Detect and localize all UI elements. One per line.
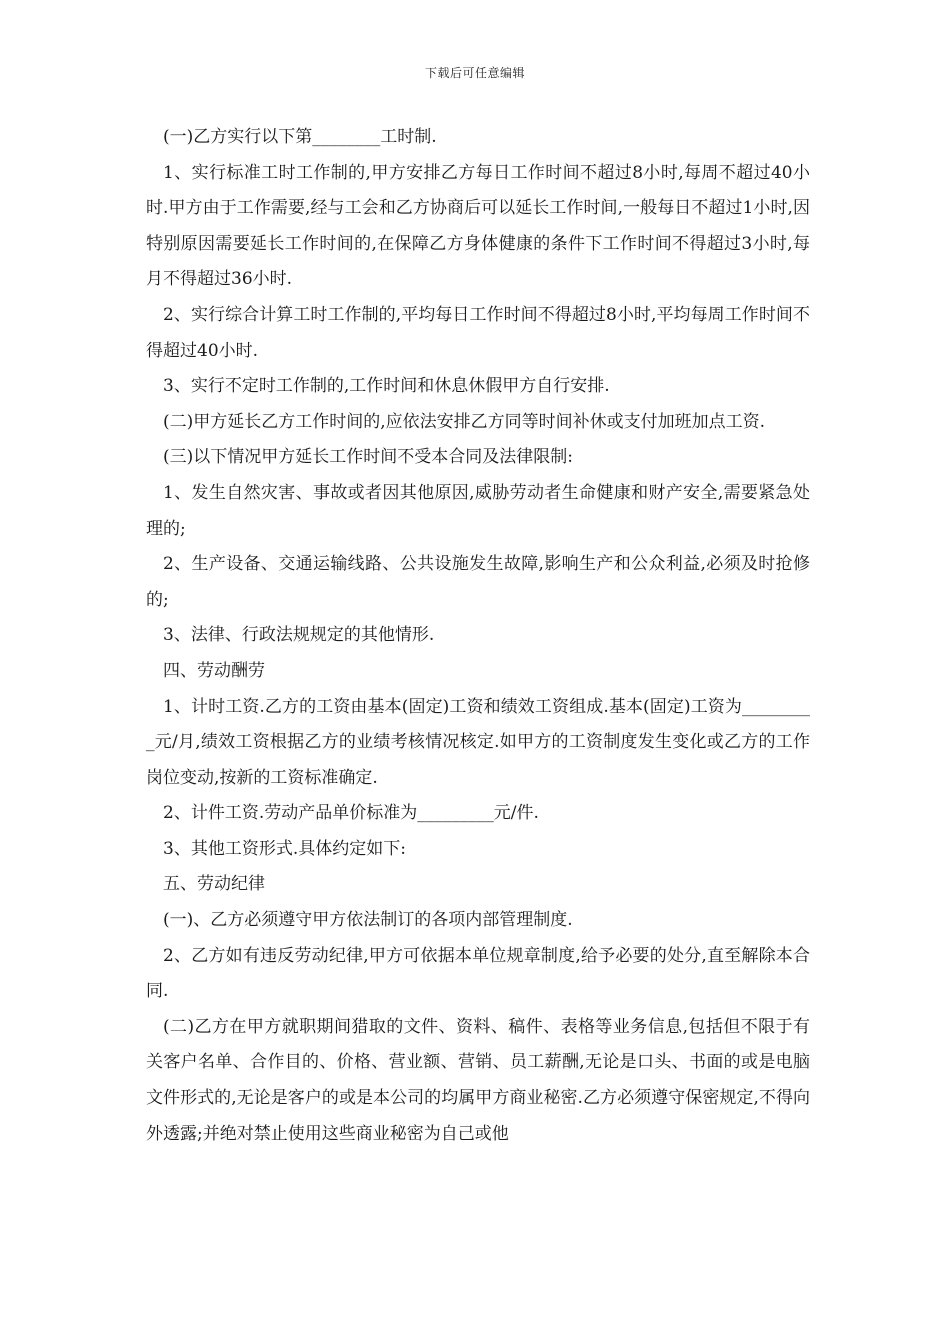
document-body [146, 120, 810, 1152]
paragraph: 2、实行综合计算工时工作制的,平均每日工作时间不得超过8小时,平均每周工作时间不得超过40小时. [146, 304, 810, 361]
paragraph: 3、法律、行政法规规定的其他情形. [163, 625, 435, 646]
paragraph: (三)以下情况甲方延长工作时间不受本合同及法律限制: [163, 447, 573, 468]
section-heading: 五、劳动纪律 [163, 874, 265, 895]
section-heading: 四、劳动酬劳 [163, 660, 265, 681]
paragraph: (二)甲方延长乙方工作时间的,应依法安排乙方同等时间补休或支付加班加点工资. [163, 411, 766, 432]
paragraph: 3、其他工资形式.具体约定如下: [163, 838, 406, 859]
paragraph: (一)乙方实行以下第________工时制. [163, 127, 437, 147]
paragraph: 1、发生自然灾害、事故或者因其他原因,威胁劳动者生命健康和财产安全,需要紧急处理的; [146, 482, 810, 539]
paragraph: 3、实行不定时工作制的,工作时间和休息休假甲方自行安排. [163, 376, 610, 397]
paragraph: 2、生产设备、交通运输线路、公共设施发生故障,影响生产和公众利益,必须及时抢修的; [146, 554, 810, 610]
paragraph: 2、乙方如有违反劳动纪律,甲方可依据本单位规章制度,给予必要的处分,直至解除本合同. [146, 945, 810, 1002]
page-header: 下载后可任意编辑 [424, 66, 525, 80]
paragraph: (二)乙方在甲方就职期间猎取的文件、资料、稿件、表格等业务信息,包括但不限于有关客户名单、合作目的、价格、营业额、营销、员工薪酬,无论是口头、书面的或是电脑文件形式的,无论是客户的或是本公司的均属甲方商业秘密.乙方必须遵守保密规定,不得向外透露;并绝对禁止使用这些商业秘密为自己或他 [146, 1016, 810, 1144]
paragraph: 2、计件工资.劳动产品单价标准为_________元/件. [163, 803, 539, 824]
paragraph: (一)、乙方必须遵守甲方依法制订的各项内部管理制度. [163, 910, 573, 931]
paragraph: 1、计时工资.乙方的工资由基本(固定)工资和绩效工资组成.基本(固定)工资为_________元/月,绩效工资根据乙方的业绩考核情况核定.如甲方的工资制度发生变化或乙方的工作岗位变动,按新的工资标准确定. [146, 696, 810, 788]
paragraph: 1、实行标准工时工作制的,甲方安排乙方每日工作时间不超过8小时,每周不超过40小时.甲方由于工作需要,经与工会和乙方协商后可以延长工作时间,一般每日不超过1小时,因特别原因需要延长工作时间的,在保障乙方身体健康的条件下工作时间不得超过3小时,每月不得超过36小时. [146, 162, 810, 290]
